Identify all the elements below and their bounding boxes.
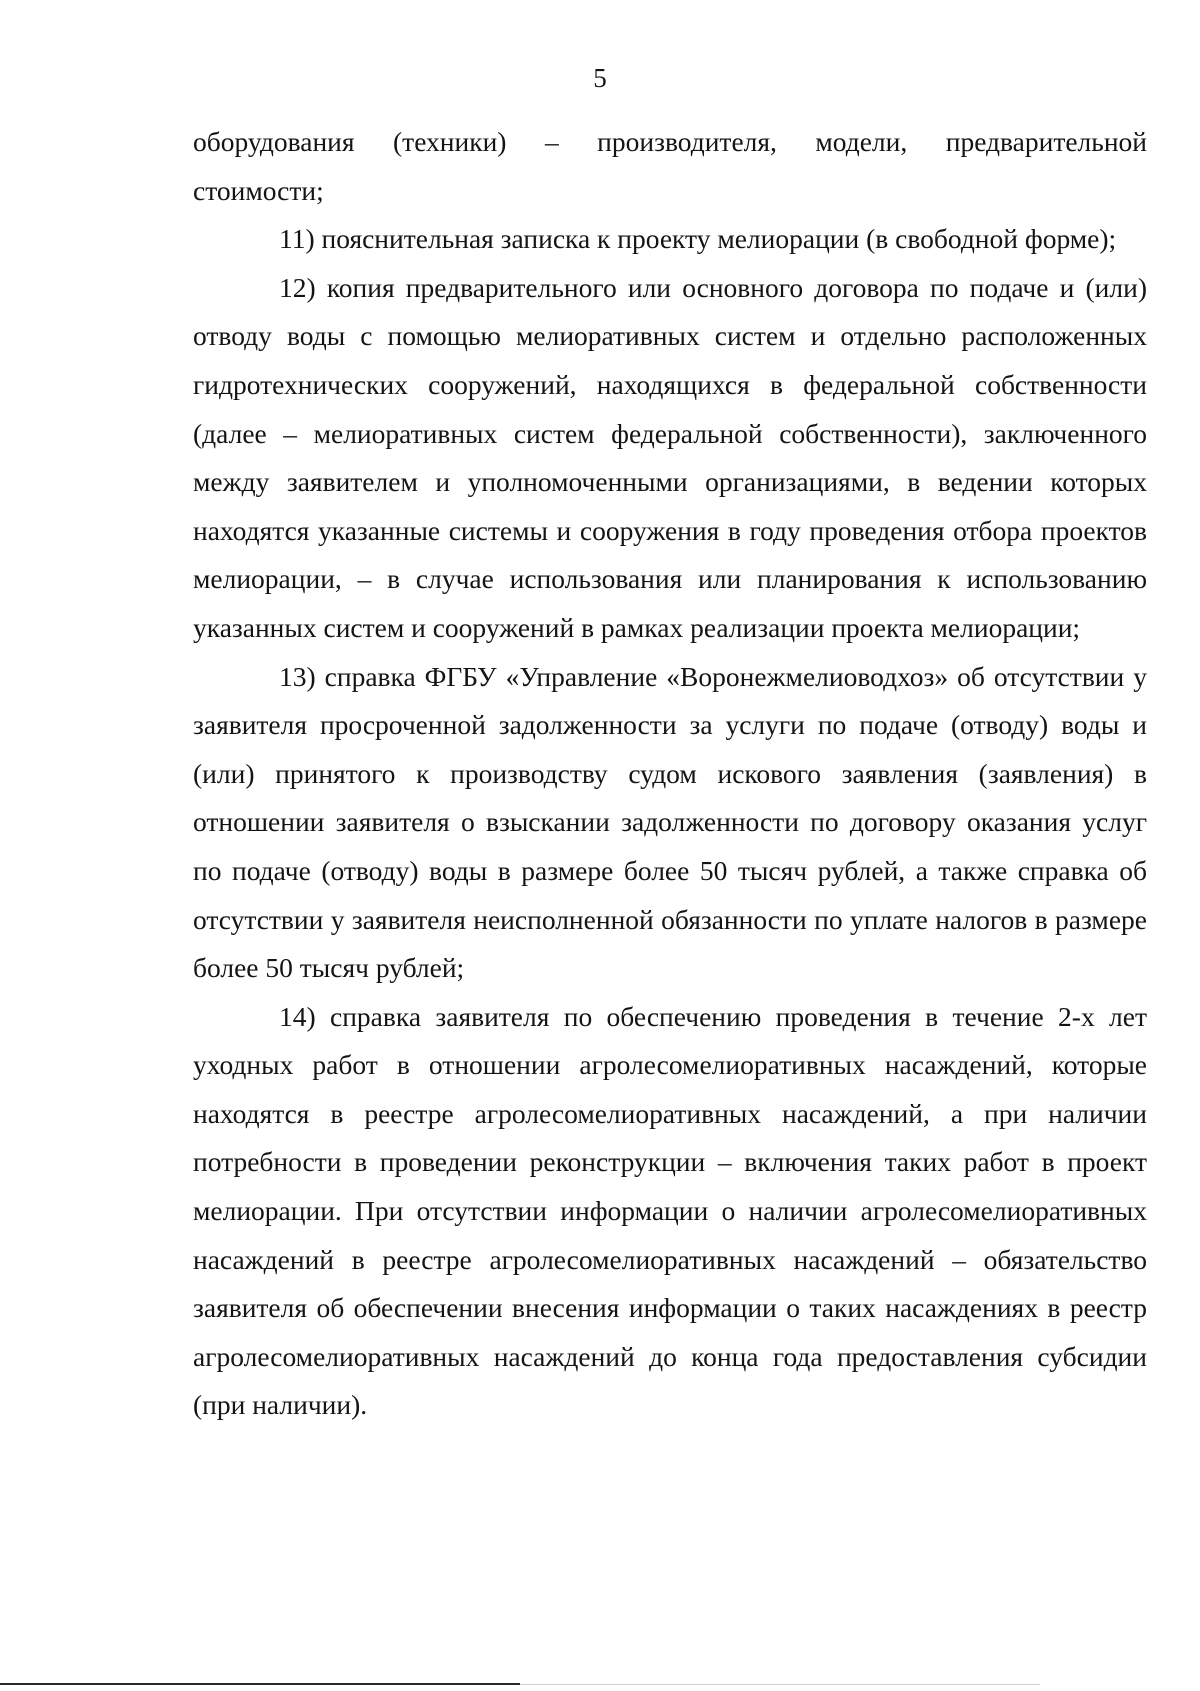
bottom-scan-edge-faint: [520, 1684, 1040, 1685]
paragraph-item-11: 11) пояснительная записка к проекту мелиорации (в свободной форме);: [279, 223, 1117, 255]
paragraph-equipment-continuation: оборудования (техники) – производителя, модели, предварительной стоимости;: [193, 126, 1147, 206]
paragraph-item-14: 14) справка заявителя по обеспечению проведения в течение 2-х лет уходных работ в отношении агролесомелиоративных насаждений, которые находятся в реестре агролесомелиоративных насаждений, а при наличии потребности в проведении реконструкции – включения таких работ в проект мелиорации. При отсутствии информации о наличии агролесомелиоративных насаждений в реестре агролесомелиоративных насаждений – обязательство заявителя об обеспечении внесения информации о таких насаждениях в реестр агролесомелиоративных насаждений до конца года предоставления субсидии (при наличии).: [193, 1000, 1147, 1421]
paragraph-item-13: 13) справка ФГБУ «Управление «Воронежмелиоводхоз» об отсутствии у заявителя просроченной задолженности за услуги по подаче (отводу) воды и (или) принятого к производству судом искового заявления (заявления) в отношении заявителя о взыскании задолженности по договору оказания услуг по подаче (отводу) воды в размере более 50 тысяч рублей, а также справка об отсутствии у заявителя неисполненной обязанности по уплате налогов в размере более 50 тысяч рублей;: [193, 660, 1147, 984]
page-number: 5: [593, 63, 607, 93]
paragraph-item-12: 12) копия предварительного или основного договора по подаче и (или) отводу воды с помощью мелиоративных систем и отдельно расположенных гидротехнических сооружений, находящихся в федеральной собственности (далее – мелиоративных систем федеральной собственности), заключенного между заявителем и уполномоченными организациями, в ведении которых находятся указанные системы и сооружения в году проведения отбора проектов мелиорации, – в случае использования или планирования к использованию указанных систем и сооружений в рамках реализации проекта мелиорации;: [193, 271, 1147, 643]
document-body: [193, 118, 1147, 1430]
bottom-scan-edge: [0, 1683, 520, 1685]
